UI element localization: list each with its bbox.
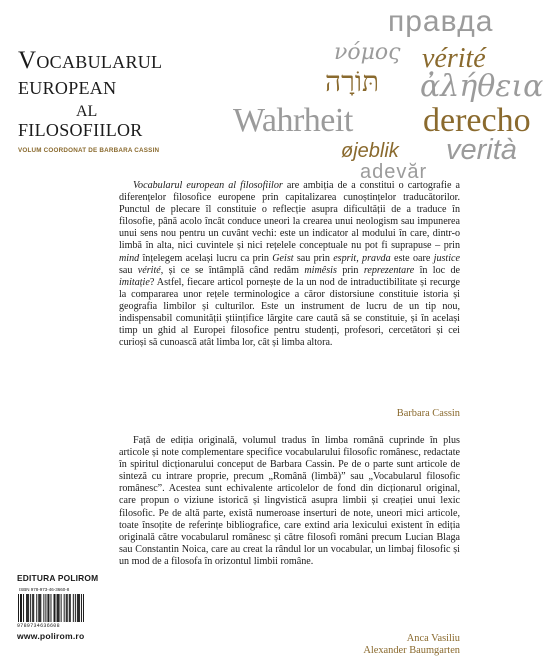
word-verita: verità bbox=[446, 134, 517, 166]
word-verite: vérité bbox=[422, 43, 486, 74]
barcode-bar bbox=[39, 594, 40, 622]
barcode-bar bbox=[38, 594, 39, 622]
barcode-bar bbox=[28, 594, 29, 622]
barcode-bar bbox=[78, 594, 79, 622]
barcode-bar bbox=[66, 594, 67, 622]
text-run: , și ce se întâmplă când redăm bbox=[160, 264, 305, 276]
barcode-number: 9789734636608 bbox=[17, 623, 60, 629]
italic-term: vérité bbox=[137, 264, 161, 276]
text-run: în loc de bbox=[414, 264, 460, 276]
barcode-bar bbox=[75, 594, 76, 622]
italic-term: reprezentare bbox=[363, 264, 415, 276]
italic-term: pravda bbox=[362, 252, 391, 264]
barcode-bar bbox=[48, 594, 49, 622]
title-line-1: Vocabularul bbox=[18, 47, 163, 74]
text-run: înțelegem același lucru ca prin bbox=[139, 252, 273, 264]
barcode-bar bbox=[40, 594, 41, 622]
italic-term: mind bbox=[119, 252, 140, 264]
word-wahrheit: Wahrheit bbox=[233, 102, 353, 139]
title-line-2: european bbox=[18, 73, 117, 100]
barcode-bar bbox=[36, 594, 37, 622]
text-run: este oare bbox=[390, 252, 434, 264]
italic-term: imitație bbox=[119, 276, 150, 288]
barcode-bar bbox=[59, 594, 60, 622]
barcode-bar bbox=[67, 594, 68, 622]
signature-anca-vasiliu: Anca Vasiliu bbox=[406, 633, 460, 644]
barcode-bar bbox=[54, 594, 55, 622]
word-pravda: правда bbox=[388, 5, 494, 38]
text-run: are ambiția de a constitui o cartografie a diferențelor filosofice europene prin capitalizarea cunoștințelor traducătorilor. Punctul de plecare îl constituie o reflecție asupra dificultății de a traduce în filosofie, până acolo încât conduce uneori la crearea unui neologism sau impunerea unui sens nou pentru un cuvânt vechi: este un indicator al modului în care, dintr-o limbă în alta, nici cuvintele și nici rețelele conceptuale nu pot fi suprapuse – prin bbox=[119, 180, 460, 252]
barcode-bar bbox=[81, 594, 82, 622]
barcode-bar bbox=[64, 594, 65, 622]
text-run: prin bbox=[336, 264, 364, 276]
barcode-bar bbox=[30, 594, 31, 622]
barcode-bar bbox=[57, 594, 58, 622]
barcode-bar bbox=[79, 594, 80, 622]
barcode-bar bbox=[47, 594, 48, 622]
barcode-bar bbox=[61, 594, 62, 622]
italic-term: justice bbox=[433, 252, 460, 264]
barcode-bar bbox=[69, 594, 70, 622]
text-run: ? Astfel, fiecare articol pornește de la un nod de intraductibilitate și recurge la compararea unor rețele terminologice a căror distorsiune constituie istoria și geografia limbilor și culturilor. Este un instrument de lucru de un tip nou, indispensabil comunității științifice lărgite care caută să se constituie, și în același timp un ghid al Europei filosofice pentru studenți, profesori, cercetători și cei curioși să cunoască atât limba lor, cât și limba altora. bbox=[119, 276, 460, 349]
isbn-text: ISBN 978-973-46-3660-8 bbox=[19, 587, 70, 592]
barcode-bar bbox=[55, 594, 56, 622]
subtitle: VOLUM COORDONAT DE BARBARA CASSIN bbox=[18, 147, 160, 154]
barcode-bar bbox=[20, 594, 21, 622]
word-aletheia: ἀλήθεια bbox=[420, 69, 543, 104]
signature-barbara-cassin: Barbara Cassin bbox=[396, 408, 460, 419]
second-paragraph: Față de ediția originală, volumul tradus în limba română cuprinde în plus articole și note complementare specifice vocabularului filosofic românesc, redactate în spiritul dicționarului conceput de Barbara Cassin. Pe de o parte sunt articole de sinteză cu intrare proprie, precum „Română (limbă)” sau „Vocabularul filosofic românesc”. Acestea sunt echivalente articolelor de fond din dicționarul original, care propun o viziune istorică și lingvistică asupra limbii și creației unui lexic filosofic. Pe de altă parte, există numeroase inserturi de note, uneori mici articole, toate însoțite de referințe bibliografice, care extind aria lexicului existent în ediția originală către vocabularul românesc și către filosofi români precum Lucian Blaga sau Constantin Noica, care au creat la rândul lor un vocabular, un limbaj filosofic și un mod de a filosofa în orizontul limbii române. bbox=[119, 435, 460, 567]
text-run: sau prin bbox=[293, 252, 334, 264]
publisher-name: EDITURA POLIROM bbox=[17, 573, 99, 583]
barcode-bar bbox=[18, 594, 19, 622]
word-nomos: νόμος bbox=[334, 40, 401, 65]
italic-term: Geist bbox=[272, 252, 294, 264]
barcode-bar bbox=[70, 594, 71, 622]
italic-term: Vocabularul european al filosofiilor bbox=[133, 180, 283, 191]
barcode-bar bbox=[21, 594, 22, 622]
main-paragraph-text bbox=[119, 180, 460, 349]
text-run: sau bbox=[119, 264, 138, 276]
main-paragraph bbox=[119, 180, 460, 349]
signature-alexander-baumgarten: Alexander Baumgarten bbox=[363, 645, 460, 656]
word-ojeblik: øjeblik bbox=[341, 140, 399, 162]
book-title bbox=[18, 48, 228, 141]
barcode-bar bbox=[27, 594, 28, 622]
italic-term: esprit bbox=[333, 252, 357, 264]
title-line-3: al bbox=[76, 96, 98, 121]
text-run: , bbox=[356, 252, 363, 264]
barcode-bar bbox=[58, 594, 59, 622]
barcode-bar bbox=[45, 594, 46, 622]
word-adevar: adevăr bbox=[360, 161, 428, 183]
barcode-bar bbox=[77, 594, 78, 622]
barcode-bar bbox=[50, 594, 51, 622]
title-line-4: filosofiilor bbox=[18, 115, 143, 142]
barcode-bar bbox=[26, 594, 27, 622]
barcode bbox=[18, 594, 84, 622]
barcode-bar bbox=[33, 594, 34, 622]
word-torah: תּוֹרָה bbox=[325, 65, 380, 98]
barcode-bar bbox=[32, 594, 33, 622]
word-derecho: derecho bbox=[423, 102, 531, 139]
barcode-bar bbox=[23, 594, 24, 622]
italic-term: mimêsis bbox=[304, 264, 337, 276]
barcode-bar bbox=[73, 594, 74, 622]
website-url: www.polirom.ro bbox=[17, 631, 85, 641]
barcode-bar bbox=[43, 594, 44, 622]
barcode-bar bbox=[83, 594, 84, 622]
